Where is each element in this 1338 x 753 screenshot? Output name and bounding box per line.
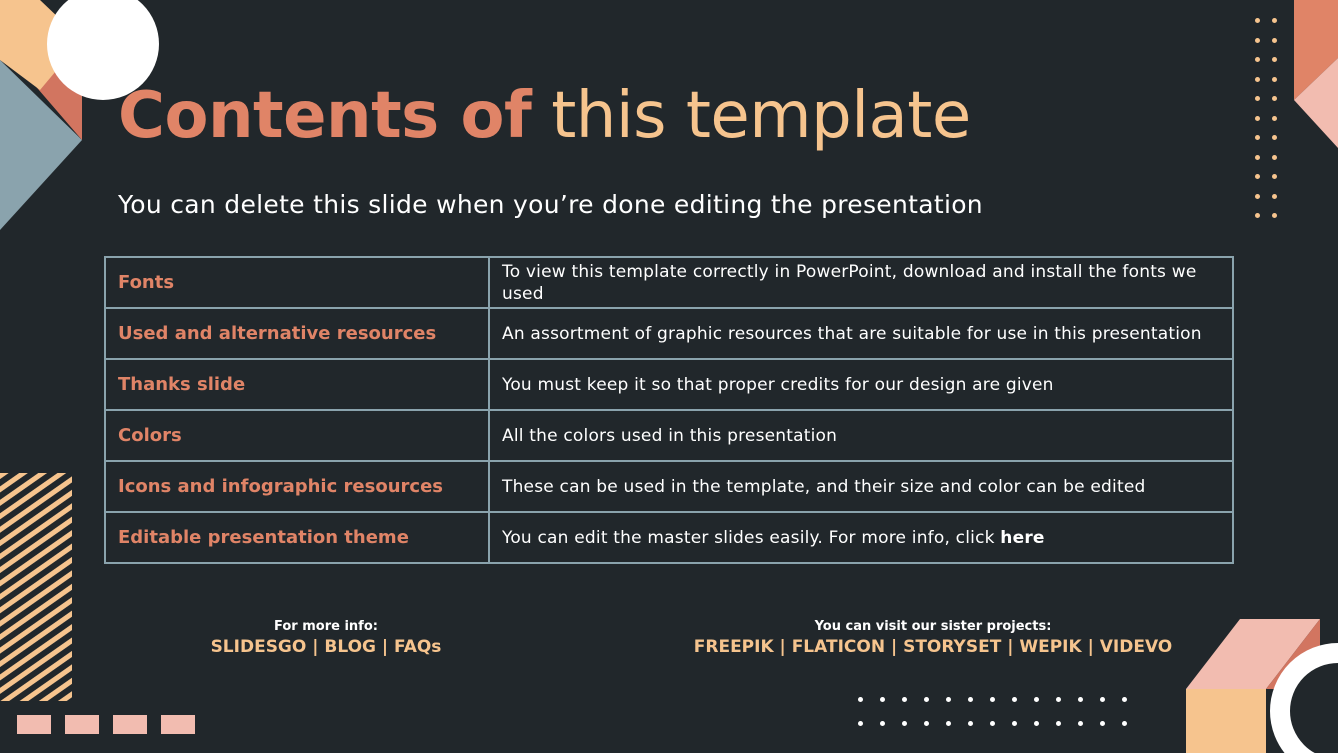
contents-table	[104, 256, 1234, 564]
decorative-dot	[1272, 77, 1277, 82]
footer-sister-projects-links	[683, 636, 1183, 658]
table-row	[105, 512, 1233, 563]
decorative-dot	[1255, 96, 1260, 101]
decorative-dot	[1255, 18, 1260, 23]
table-row	[105, 359, 1233, 410]
row-label: Editable presentation theme	[105, 512, 489, 563]
table-row	[105, 308, 1233, 359]
subtitle: You can delete this slide when you’re done editing the presentation	[118, 190, 983, 219]
link-separator: |	[1081, 637, 1100, 657]
slidesgo-link[interactable]: SLIDESGO	[210, 637, 307, 657]
bottom-right-geometric-decoration	[1180, 617, 1338, 753]
decorative-dot	[858, 721, 863, 726]
footer-more-info-heading: For more info:	[274, 619, 378, 634]
link-separator: |	[885, 637, 904, 657]
decorative-dot	[1100, 697, 1105, 702]
decorative-dot	[990, 697, 995, 702]
decorative-dot	[1255, 155, 1260, 160]
decorative-dot	[902, 721, 907, 726]
decorative-dot	[1056, 697, 1061, 702]
footer-more-info-links	[176, 636, 476, 658]
decorative-dot	[990, 721, 995, 726]
decorative-dot	[1056, 721, 1061, 726]
link-separator: |	[306, 637, 325, 657]
link-separator: |	[773, 637, 792, 657]
row-description: These can be used in the template, and their size and color can be edited	[489, 461, 1233, 512]
decorative-dot	[880, 721, 885, 726]
row-label: Colors	[105, 410, 489, 461]
decorative-dot	[1255, 213, 1260, 218]
wepik-link[interactable]: WEPIK	[1019, 637, 1082, 657]
row-label: Fonts	[105, 257, 489, 308]
decorative-dot	[968, 697, 973, 702]
link-separator: |	[375, 637, 395, 657]
decorative-dot	[1255, 38, 1260, 43]
decorative-dot	[1034, 721, 1039, 726]
decorative-dot	[1272, 155, 1277, 160]
decorative-dot	[1272, 213, 1277, 218]
blog-link[interactable]: BLOG	[324, 637, 376, 657]
decorative-dot	[1255, 116, 1260, 121]
decorative-dot	[1272, 135, 1277, 140]
description-text: You can edit the master slides easily. For more info, click	[502, 527, 1001, 548]
decorative-dot	[946, 721, 951, 726]
bottom-dot-grid	[858, 697, 1158, 733]
top-right-geometric-decoration	[1294, 0, 1338, 150]
decorative-dot	[1272, 194, 1277, 199]
decorative-dot	[1122, 697, 1127, 702]
top-right-dot-grid	[1255, 18, 1285, 228]
row-label: Used and alternative resources	[105, 308, 489, 359]
footer-more-info	[176, 618, 476, 658]
table-row	[105, 257, 1233, 308]
decorative-dot	[1100, 721, 1105, 726]
bottom-left-pink-dashes	[17, 715, 207, 735]
decorative-dot	[1255, 57, 1260, 62]
faqs-link[interactable]: FAQs	[394, 637, 442, 657]
table-row	[105, 410, 1233, 461]
here-link[interactable]: here	[1000, 527, 1045, 548]
decorative-dot	[924, 721, 929, 726]
footer-sister-projects	[683, 618, 1183, 658]
decorative-dot	[880, 697, 885, 702]
decorative-dot	[1012, 697, 1017, 702]
link-separator: |	[1001, 637, 1020, 657]
decorative-dot	[968, 721, 973, 726]
decorative-dot	[1272, 18, 1277, 23]
footer-sister-projects-heading: You can visit our sister projects:	[814, 619, 1052, 634]
flaticon-link[interactable]: FLATICON	[791, 637, 886, 657]
title-light-part: this template	[551, 79, 971, 153]
decorative-dot	[1255, 194, 1260, 199]
freepik-link[interactable]: FREEPIK	[693, 637, 774, 657]
storyset-link[interactable]: STORYSET	[903, 637, 1002, 657]
decorative-dot	[1078, 721, 1083, 726]
table-row	[105, 461, 1233, 512]
row-label: Icons and infographic resources	[105, 461, 489, 512]
decorative-dot	[902, 697, 907, 702]
decorative-dot	[1272, 116, 1277, 121]
row-label: Thanks slide	[105, 359, 489, 410]
decorative-dot	[946, 697, 951, 702]
row-description	[489, 512, 1233, 563]
row-description: All the colors used in this presentation	[489, 410, 1233, 461]
decorative-dot	[1272, 96, 1277, 101]
page-title	[118, 78, 971, 154]
decorative-dot	[1078, 697, 1083, 702]
decorative-dot	[1012, 721, 1017, 726]
decorative-dot	[858, 697, 863, 702]
decorative-dot	[1255, 135, 1260, 140]
decorative-dot	[1272, 57, 1277, 62]
left-striped-block	[0, 473, 72, 701]
decorative-dot	[1272, 38, 1277, 43]
row-description: To view this template correctly in PowerPoint, download and install the fonts we used	[489, 257, 1233, 308]
title-bold-part: Contents of	[118, 79, 532, 153]
row-description: You must keep it so that proper credits for our design are given	[489, 359, 1233, 410]
decorative-dot	[1255, 174, 1260, 179]
decorative-dot	[1122, 721, 1127, 726]
videvo-link[interactable]: VIDEVO	[1099, 637, 1173, 657]
decorative-dot	[1255, 77, 1260, 82]
decorative-dot	[1034, 697, 1039, 702]
decorative-dot	[924, 697, 929, 702]
decorative-dot	[1272, 174, 1277, 179]
row-description: An assortment of graphic resources that are suitable for use in this presentation	[489, 308, 1233, 359]
